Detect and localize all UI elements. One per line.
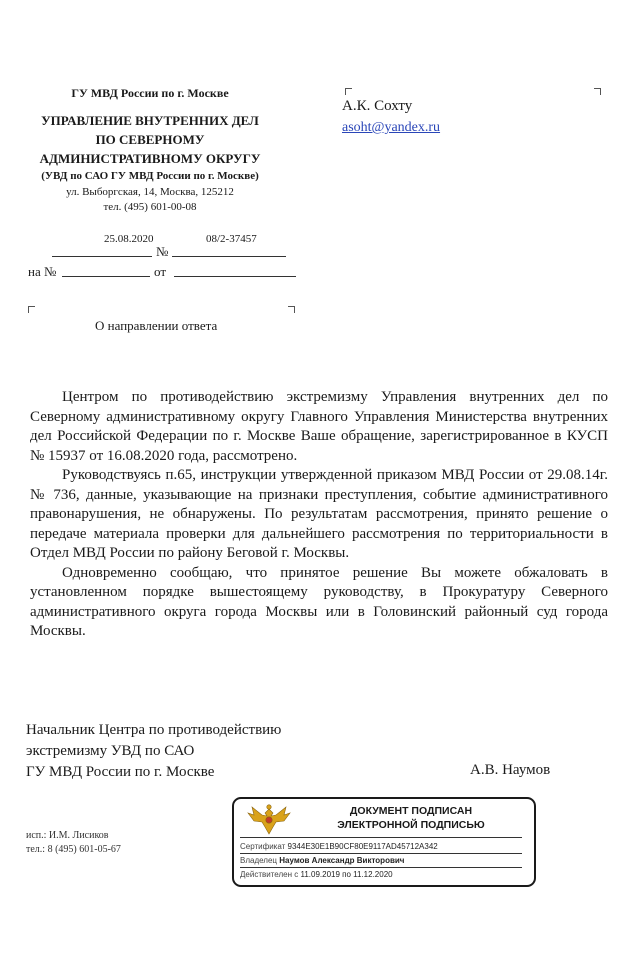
letter-body — [30, 388, 608, 642]
letter-subject: О направлении ответа — [95, 318, 218, 333]
org-name-line-1: УПРАВЛЕНИЕ ВНУТРЕННИХ ДЕЛ — [41, 113, 259, 128]
recipient-corner-left — [345, 88, 352, 95]
recipient-email-link[interactable]: asoht@yandex.ru — [342, 120, 441, 135]
e-signature-stamp — [232, 797, 536, 887]
executor-info — [26, 829, 121, 857]
recipient-name: А.К. Сохту — [342, 98, 413, 114]
valid-value: 11.09.2019 по 11.12.2020 — [300, 870, 393, 879]
stamp-cert-row — [240, 842, 438, 851]
na-label: на № — [28, 264, 57, 279]
corner-mark-right — [288, 306, 295, 313]
executor-phone: тел.: 8 (495) 601-05-67 — [26, 844, 121, 855]
body-paragraph-2: Руководствуясь п.65, инструкции утвержденной приказом МВД России от 29.08.14г. № 736, данные, указывающие на признаки преступления, событие административного правонарушения, не обнаружены. По результатам рассмотрения, принято решение о передаче материала проверки для дальнейшего рассмотрения по территориальности в Отдел МВД России по району Беговой г. Москвы. — [30, 467, 608, 561]
eagle-emblem-icon — [246, 803, 292, 837]
valid-label: Действителен с — [240, 870, 299, 879]
signature-title-3: ГУ МВД России по г. Москве — [26, 764, 215, 780]
org-phone: тел. (495) 601-00-08 — [103, 201, 197, 213]
org-name-line-2: ПО СЕВЕРНОМУ — [95, 132, 205, 147]
ot-underline — [174, 276, 296, 277]
org-top: ГУ МВД России по г. Москве — [71, 86, 229, 100]
recipient-corner-right — [594, 88, 601, 95]
na-underline — [62, 276, 150, 277]
owner-label: Владелец — [240, 856, 278, 865]
org-name-line-3: АДМИНИСТРАТИВНОМУ ОКРУГУ — [39, 151, 261, 166]
stamp-title-2: ЭЛЕКТРОННОЙ ПОДПИСЬЮ — [337, 819, 485, 831]
org-address: ул. Выборгская, 14, Москва, 125212 — [66, 186, 234, 198]
date-underline — [52, 256, 152, 257]
letter-date: 25.08.2020 — [104, 233, 154, 245]
body-paragraph-3: Одновременно сообщаю, что принятое решение Вы можете обжаловать в установленном порядке вышестоящему руководству, в Прокуратуру Северного административного округа города Москвы или в Головинский районный суд города Москвы. — [30, 564, 608, 639]
no-label: № — [156, 244, 169, 259]
org-short-name: (УВД по САО ГУ МВД России по г. Москве) — [41, 170, 259, 182]
stamp-valid-row — [240, 870, 393, 879]
signature-title-1: Начальник Центра по противодействию — [26, 722, 282, 738]
cert-label: Сертификат — [240, 842, 286, 851]
stamp-owner-row — [240, 856, 404, 865]
letter-number: 08/2-37457 — [206, 233, 257, 245]
signer-name: А.В. Наумов — [470, 762, 551, 778]
owner-value: Наумов Александр Викторович — [279, 856, 405, 865]
cert-value: 9344E30E1B90CF80E9117AD45712A342 — [287, 842, 438, 851]
signature-title-2: экстремизму УВД по САО — [26, 743, 195, 759]
stamp-divider — [240, 867, 522, 868]
corner-mark-left — [28, 306, 35, 313]
stamp-divider — [240, 853, 522, 854]
stamp-title-1: ДОКУМЕНТ ПОДПИСАН — [349, 805, 473, 817]
ot-label: от — [154, 264, 167, 279]
stamp-divider — [240, 837, 522, 838]
body-paragraph-1: Центром по противодействию экстремизму Управления внутренних дел по Северному административному округу Главного Управления Министерства внутренних дел Российской Федерации по г. Москве Ваше обращение, зарегистрированное в КУСП № 15937 от 16.08.2020 года, рассмотрено. — [30, 389, 608, 464]
executor-name: исп.: И.М. Лисиков — [26, 830, 109, 841]
number-underline — [172, 256, 286, 257]
signature-block — [26, 720, 281, 783]
